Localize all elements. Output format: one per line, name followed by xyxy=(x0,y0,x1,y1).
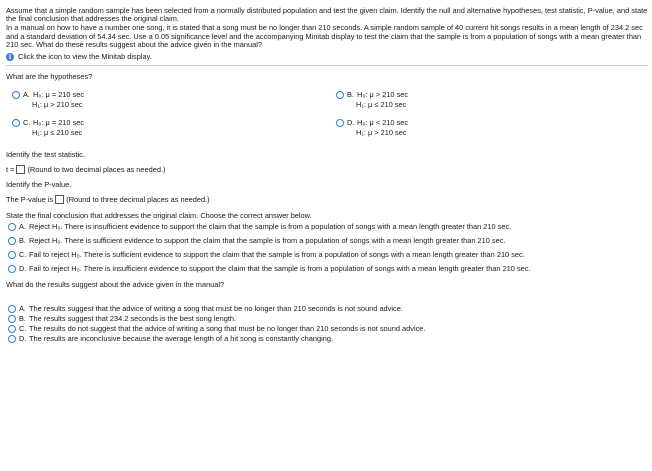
minitab-link-text[interactable]: Click the icon to view the Minitab display. xyxy=(18,52,152,62)
t-hint: (Round to two decimal places as needed.) xyxy=(27,164,166,174)
conclusion-option-a[interactable]: A. Reject H₀. There is insufficient evidence to support the claim that the sample is from a population of songs with a mean length greater than 210 sec. xyxy=(8,221,648,232)
hypothesis-option-c[interactable]: C. H₀: μ = 210 sec H₁: μ ≤ 210 sec xyxy=(12,118,212,138)
pvalue-question: Identify the P-value. xyxy=(6,180,72,190)
advice-options xyxy=(6,304,648,344)
conclusion-options xyxy=(6,221,648,274)
advice-option-d[interactable]: D. The results are inconclusive because the average length of a hit song is constantly changing. xyxy=(8,334,648,344)
radio-d[interactable] xyxy=(8,335,16,343)
pvalue-input[interactable] xyxy=(55,195,64,204)
test-statistic-row xyxy=(6,163,648,175)
pvalue-row xyxy=(6,193,648,205)
radio-a[interactable] xyxy=(8,223,16,231)
advice-option-b[interactable]: B. The results suggest that 234.2 seconds is the best song length. xyxy=(8,314,648,324)
radio-a[interactable] xyxy=(12,91,20,99)
conclusion-option-b[interactable]: B. Reject H₀. There is sufficient evidence to support the claim that the sample is from a population of songs with a mean length greater than 210 sec. xyxy=(8,235,648,246)
hypothesis-option-a[interactable]: A. H₀: μ = 210 sec H₁: μ > 210 sec xyxy=(12,90,212,110)
radio-c[interactable] xyxy=(8,325,16,333)
hypothesis-option-b[interactable]: B. H₀: μ > 210 sec H₁: μ ≤ 210 sec xyxy=(336,90,536,110)
advice-question: What do the results suggest about the advice given in the manual? xyxy=(6,280,225,290)
radio-b[interactable] xyxy=(8,237,16,245)
radio-b[interactable] xyxy=(336,91,344,99)
t-label: t = xyxy=(6,164,15,174)
problem-statement: In a manual on how to have a number one song, it is stated that a song must be no longer than 210 seconds. A simple random sample of 40 current hit songs results in a mean length of 234.2 sec and a standard deviation of 54.34 sec. Use a 0.05 significance level and the accompanying Minitab display to test the claim that the sample is from a population of songs with a mean greater than 210 sec. What do these results suggest about the advice given in the manual? xyxy=(6,23,643,49)
radio-c[interactable] xyxy=(12,119,20,127)
minitab-link[interactable] xyxy=(6,51,648,62)
divider xyxy=(6,65,648,66)
radio-c[interactable] xyxy=(8,251,16,259)
advice-option-a[interactable]: A. The results suggest that the advice of writing a song that must be no longer than 210 seconds is not sound advice. xyxy=(8,304,648,314)
pvalue-label: The P-value is xyxy=(6,194,54,204)
hypothesis-option-d[interactable]: D. H₀: μ < 210 sec H₁: μ > 210 sec xyxy=(336,118,536,138)
conclusion-option-c[interactable]: C. Fail to reject H₀. There is sufficient evidence to support the claim that the sample is from a population of songs with a mean length greater than 210 sec. xyxy=(8,249,648,260)
radio-d[interactable] xyxy=(8,265,16,273)
conclusion-question: State the final conclusion that addresses the original claim. Choose the correct answer below. xyxy=(6,211,312,221)
question-page xyxy=(6,7,648,344)
advice-option-c[interactable]: C. The results do not suggest that the advice of writing a song that must be no longer than 210 seconds is not sound advice. xyxy=(8,324,648,334)
hypotheses-options xyxy=(6,90,648,144)
test-statistic-input[interactable] xyxy=(16,165,25,174)
radio-b[interactable] xyxy=(8,315,16,323)
radio-d[interactable] xyxy=(336,119,344,127)
pvalue-hint: (Round to three decimal places as needed.) xyxy=(66,194,210,204)
radio-a[interactable] xyxy=(8,305,16,313)
problem-instructions: Assume that a simple random sample has been selected from a normally distributed population and test the given claim. Identify the null and alternative hypotheses, test statistic, P-value, and state the final conclusion that addresses the original claim. xyxy=(6,6,648,24)
hypotheses-question: What are the hypotheses? xyxy=(6,72,93,82)
test-statistic-question: Identify the test statistic. xyxy=(6,150,85,160)
conclusion-option-d[interactable]: D. Fail to reject H₀. There is insufficient evidence to support the claim that the sample is from a population of songs with a mean length greater than 210 sec. xyxy=(8,263,648,274)
info-icon[interactable]: i xyxy=(6,53,14,61)
